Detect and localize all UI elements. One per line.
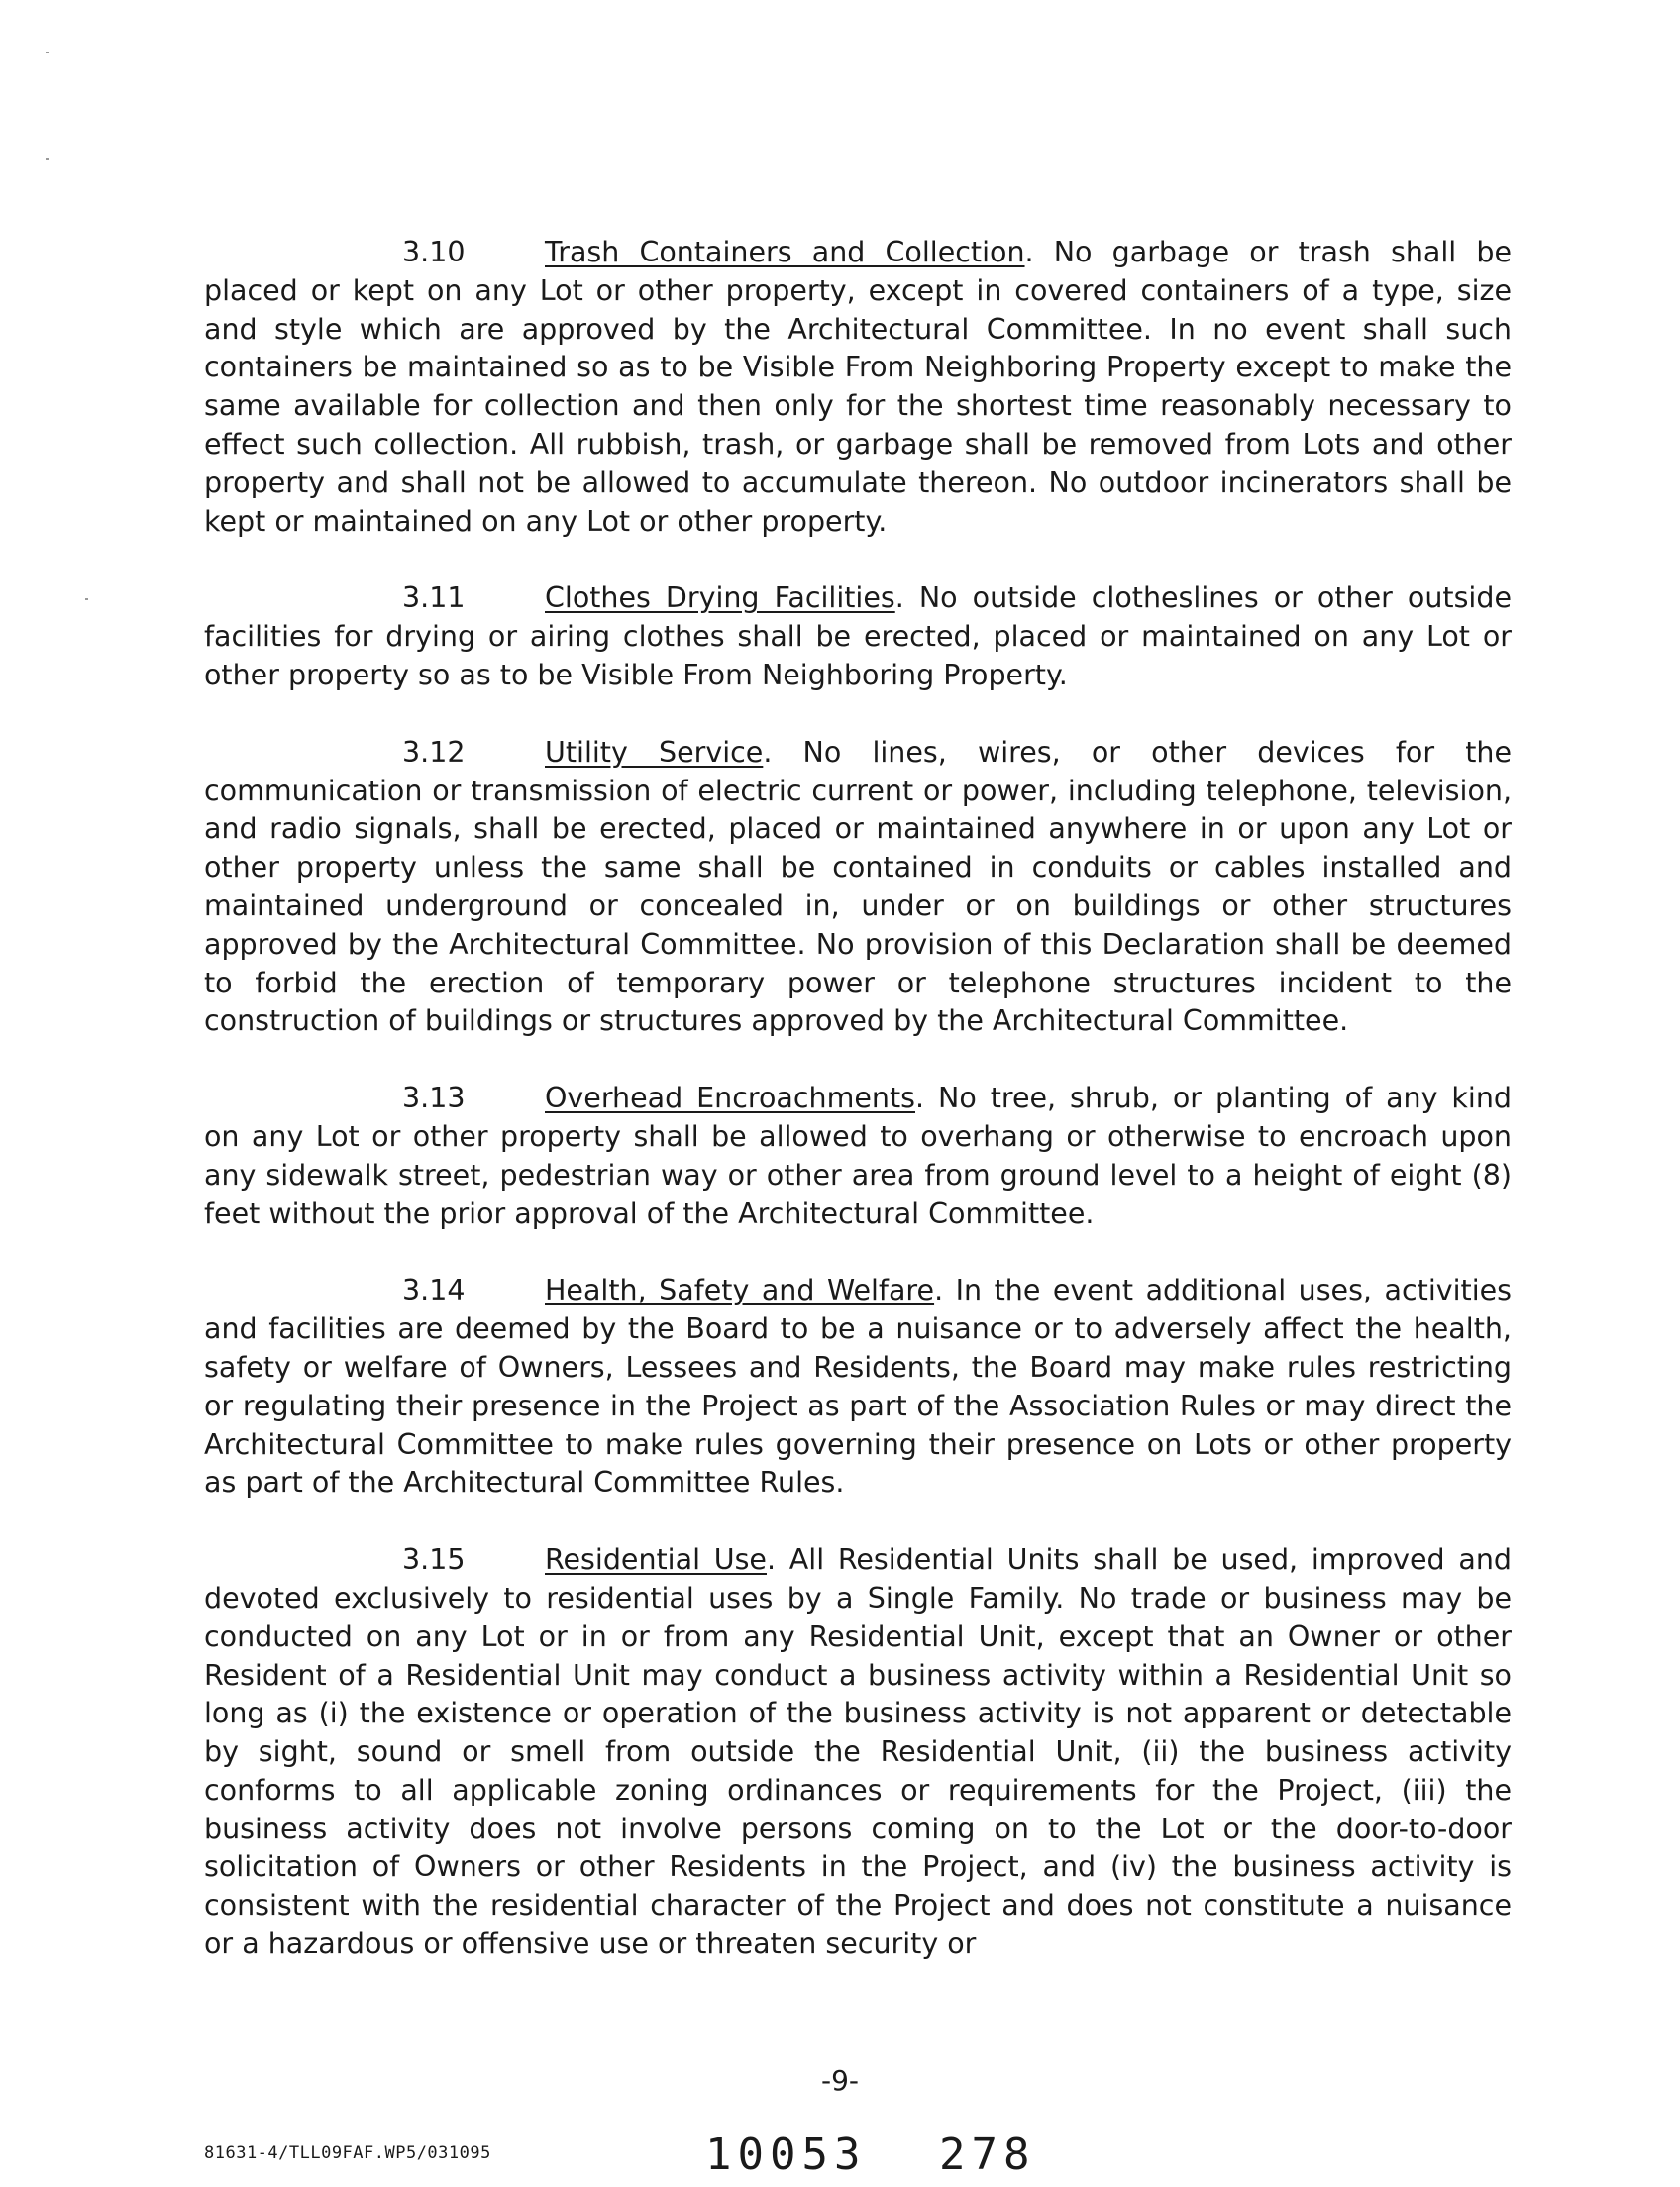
- section-number: 3.13: [402, 1082, 466, 1115]
- scan-speck: [46, 158, 49, 160]
- section-number: 3.12: [402, 735, 466, 769]
- document-body: [204, 234, 1512, 2003]
- section-number: 3.11: [402, 581, 466, 615]
- section-3-14: 3.14 Health, Safety and Welfare. In the event additional uses, activities and facilities are deemed by the Board to be a nuisance or to adversely affect the health, safety or welfare of Owners, Lessees and Residents, the Board may make rules restricting or regulating their presence in the Project as part of the Association Rules or may direct the Architectural Committee to make rules governing their presence on Lots or other property as part of the Architectural Committee Rules.: [204, 1274, 1512, 1500]
- section-text: No outside clotheslines or other outside facilities for drying or airing clothes shall be erected, placed or maintained on any Lot or other property so as to be Visible From Neighboring Property.: [204, 581, 1512, 691]
- section-3-10: 3.10 Trash Containers and Collection. No garbage or trash shall be placed or kept on any Lot or other property, except in covered containers of a type, size and style which are approved by the Architectural Committee. In no event shall such containers be maintained so as to be Visible From Neighboring Property except to make the same available for collection and then only for the shortest time reasonably necessary to effect such collection. All rubbish, trash, or garbage shall be removed from Lots and other property and shall not be allowed to accumulate thereon. No outdoor incinerators shall be kept or maintained on any Lot or other property.: [204, 236, 1513, 538]
- section-text: In the event additional uses, activities and facilities are deemed by the Board to be a nuisance or to adversely affect the health, safety or welfare of Owners, Lessees and Residents, the Board may make rules restricting or regulating their presence in the Project as part of the Association Rules or may direct the Architectural Committee to make rules governing their presence on Lots or other property as part of the Architectural Committee Rules.: [204, 1274, 1512, 1500]
- scan-speck: [46, 52, 49, 53]
- section-heading: Clothes Drying Facilities: [545, 581, 895, 615]
- section-number: 3.10: [402, 236, 466, 268]
- section-text: All Residential Units shall be used, improved and devoted exclusively to residential uses by a Single Family. No trade or business may be conducted on any Lot or in or from any Residential Unit, except that an Owner or other Resident of a Residential Unit may conduct a business activity within a Residential Unit so long as (i) the existence or operation of the business activity is not apparent or detectable by sight, sound or smell from outside the Residential Unit, (ii) the business activity conforms to all applicable zoning ordinances or requirements for the Project, (iii) the business activity does not involve persons coming on to the Lot or the door-to-door solicitation of Owners or other Residents in the Project, and (iv) the business activity is consistent with the residential character of the Project and does not constitute a nuisance or a hazardous or offensive use or threaten security or: [204, 1543, 1512, 1961]
- section-text: No garbage or trash shall be placed or kept on any Lot or other property, except in covered containers of a type, size and style which are approved by the Architectural Committee. In no event shall such containers be maintained so as to be Visible From Neighboring Property except to make the same available for collection and then only for the shortest time reasonably necessary to effect such collection. All rubbish, trash, or garbage shall be removed from Lots and other property and shall not be allowed to accumulate thereon. No outdoor incinerators shall be kept or maintained on any Lot or other property.: [204, 236, 1513, 538]
- section-3-12: 3.12 Utility Service. No lines, wires, or other devices for the communication or transmission of electric current or power, including telephone, television, and radio signals, shall be erected, placed or maintained anywhere in or upon any Lot or other property unless the same shall be contained in conduits or cables installed and maintained underground or concealed in, under or on buildings or other structures approved by the Architectural Committee. No provision of this Declaration shall be deemed to forbid the erection of temporary power or telephone structures incident to the construction of buildings or structures approved by the Architectural Committee.: [204, 735, 1512, 1038]
- section-text: No tree, shrub, or planting of any kind on any Lot or other property shall be allowed to overhang or otherwise to encroach upon any sidewalk street, pedestrian way or other area from ground level to a height of eight (8) feet without the prior approval of the Architectural Committee.: [204, 1082, 1513, 1230]
- section-heading: Health, Safety and Welfare: [545, 1274, 935, 1307]
- page-number: -9-: [820, 2064, 860, 2097]
- section-heading: Utility Service: [545, 735, 764, 769]
- scan-speck: [85, 598, 88, 600]
- section-3-15: 3.15 Residential Use. All Residential Units shall be used, improved and devoted exclusively to residential uses by a Single Family. No trade or business may be conducted on any Lot or in or from any Residential Unit, except that an Owner or other Resident of a Residential Unit may conduct a business activity within a Residential Unit so long as (i) the existence or operation of the business activity is not apparent or detectable by sight, sound or smell from outside the Residential Unit, (ii) the business activity conforms to all applicable zoning ordinances or requirements for the Project, (iii) the business activity does not involve persons coming on to the Lot or the door-to-door solicitation of Owners or other Residents in the Project, and (iv) the business activity is consistent with the residential character of the Project and does not constitute a nuisance or a hazardous or offensive use or threaten security or: [204, 1543, 1512, 1961]
- section-heading: Trash Containers and Collection: [545, 236, 1025, 268]
- section-3-13: 3.13 Overhead Encroachments. No tree, shrub, or planting of any kind on any Lot or other property shall be allowed to overhang or otherwise to encroach upon any sidewalk street, pedestrian way or other area from ground level to a height of eight (8) feet without the prior approval of the Architectural Committee.: [204, 1082, 1513, 1230]
- section-text: No lines, wires, or other devices for the communication or transmission of electric current or power, including telephone, television, and radio signals, shall be erected, placed or maintained anywhere in or upon any Lot or other property unless the same shall be contained in conduits or cables installed and maintained underground or concealed in, under or on buildings or other structures approved by the Architectural Committee. No provision of this Declaration shall be deemed to forbid the erection of temporary power or telephone structures incident to the construction of buildings or structures approved by the Architectural Committee.: [204, 735, 1512, 1038]
- recording-book-number: 10053: [705, 2130, 867, 2180]
- section-heading: Overhead Encroachments: [545, 1082, 915, 1115]
- section-number: 3.14: [402, 1274, 466, 1307]
- section-number: 3.15: [402, 1543, 466, 1577]
- section-heading: Residential Use: [545, 1543, 767, 1577]
- section-3-11: 3.11 Clothes Drying Facilities. No outside clotheslines or other outside facilities for drying or airing clothes shall be erected, placed or maintained on any Lot or other property so as to be Visible From Neighboring Property.: [204, 581, 1512, 691]
- file-reference: 81631-4/TLL09FAF.WP5/031095: [204, 2143, 491, 2163]
- recording-page-number: 278: [939, 2130, 1036, 2180]
